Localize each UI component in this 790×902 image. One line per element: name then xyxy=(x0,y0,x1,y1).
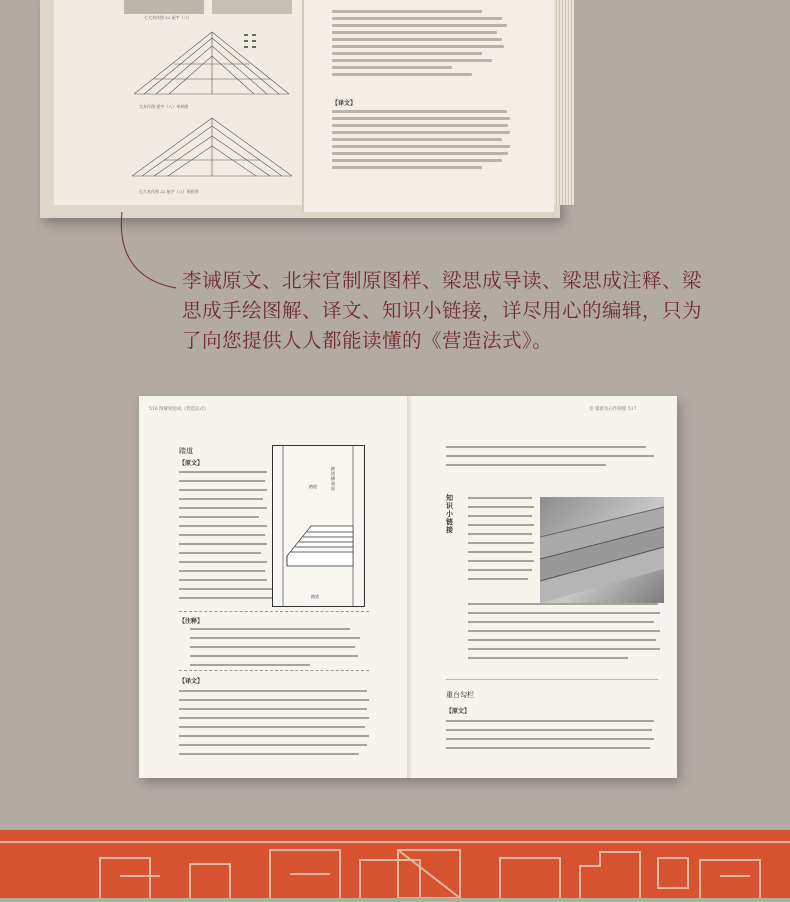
goulan-original-text xyxy=(446,720,656,756)
yiwen-tag: 【译文】 xyxy=(179,678,204,685)
right-page-top-text xyxy=(446,446,656,473)
top-book-page-edges xyxy=(554,0,574,205)
diagram-caption: 踏道 xyxy=(311,594,319,599)
feature-description xyxy=(182,266,722,356)
knowledge-link-text-continued xyxy=(468,603,664,666)
tadao-diagram xyxy=(272,445,365,607)
bottom-book-gutter xyxy=(407,396,413,778)
yuanwen-tag-1: 【原文】 xyxy=(179,460,204,467)
divider-line xyxy=(179,611,369,613)
yuanwen-tag-2: 【原文】 xyxy=(446,708,471,715)
figure-caption-2: 大木作图 屋宇（八）举折图 xyxy=(139,104,189,109)
decorative-red-band xyxy=(0,830,790,898)
stone-steps-photo xyxy=(540,497,664,603)
right-divider xyxy=(446,679,658,681)
section-title-tadao: 踏道 xyxy=(179,447,193,455)
zhushi-text xyxy=(190,628,370,673)
diagram-side-label: 踏道横剖面 xyxy=(331,466,335,491)
knowledge-link-label: 知识小链接 xyxy=(446,493,453,534)
feature-description-line-1: 李诫原文、北宋官制原图样、梁思成导读、梁思成注释、梁 xyxy=(182,269,703,292)
divider-line-2 xyxy=(179,670,369,672)
top-book-left-page xyxy=(54,0,304,205)
feature-description-line-2: 思成手绘图解、译文、知识小链接，详尽用心的编辑，只为 xyxy=(182,299,703,322)
tadao-original-text xyxy=(179,471,269,588)
knowledge-link-text xyxy=(468,497,536,587)
lattice-pattern xyxy=(0,830,790,898)
roof-truss-diagram-2 xyxy=(124,112,299,192)
right-running-head: 卷 壕寨及石作制度 517 xyxy=(589,407,637,412)
figure-caption-1: 七大木作图 22 屋宇（八） xyxy=(144,15,192,20)
top-yiwen-tag: 【译文】 xyxy=(332,100,357,107)
yiwen-text xyxy=(179,690,369,762)
section-title-goulan: 重台勾栏 xyxy=(446,691,474,699)
figure-caption-3: 七大木作图 22 屋宇（八）举折图 xyxy=(139,189,199,194)
top-book-right-page xyxy=(304,0,554,212)
feature-description-line-3: 了向您提供人人都能读懂的《营造法式》。 xyxy=(182,329,553,352)
top-text-block-2 xyxy=(332,106,522,173)
diagram-inner-label: 踏道 xyxy=(309,484,317,489)
top-text-block-1 xyxy=(332,6,522,80)
top-book-photo xyxy=(40,0,560,218)
roof-truss-diagram-1 xyxy=(124,24,299,104)
left-running-head: 516 图解梁思成《营造法式》 xyxy=(149,407,209,412)
zhushi-tag: 【注释】 xyxy=(179,618,204,625)
